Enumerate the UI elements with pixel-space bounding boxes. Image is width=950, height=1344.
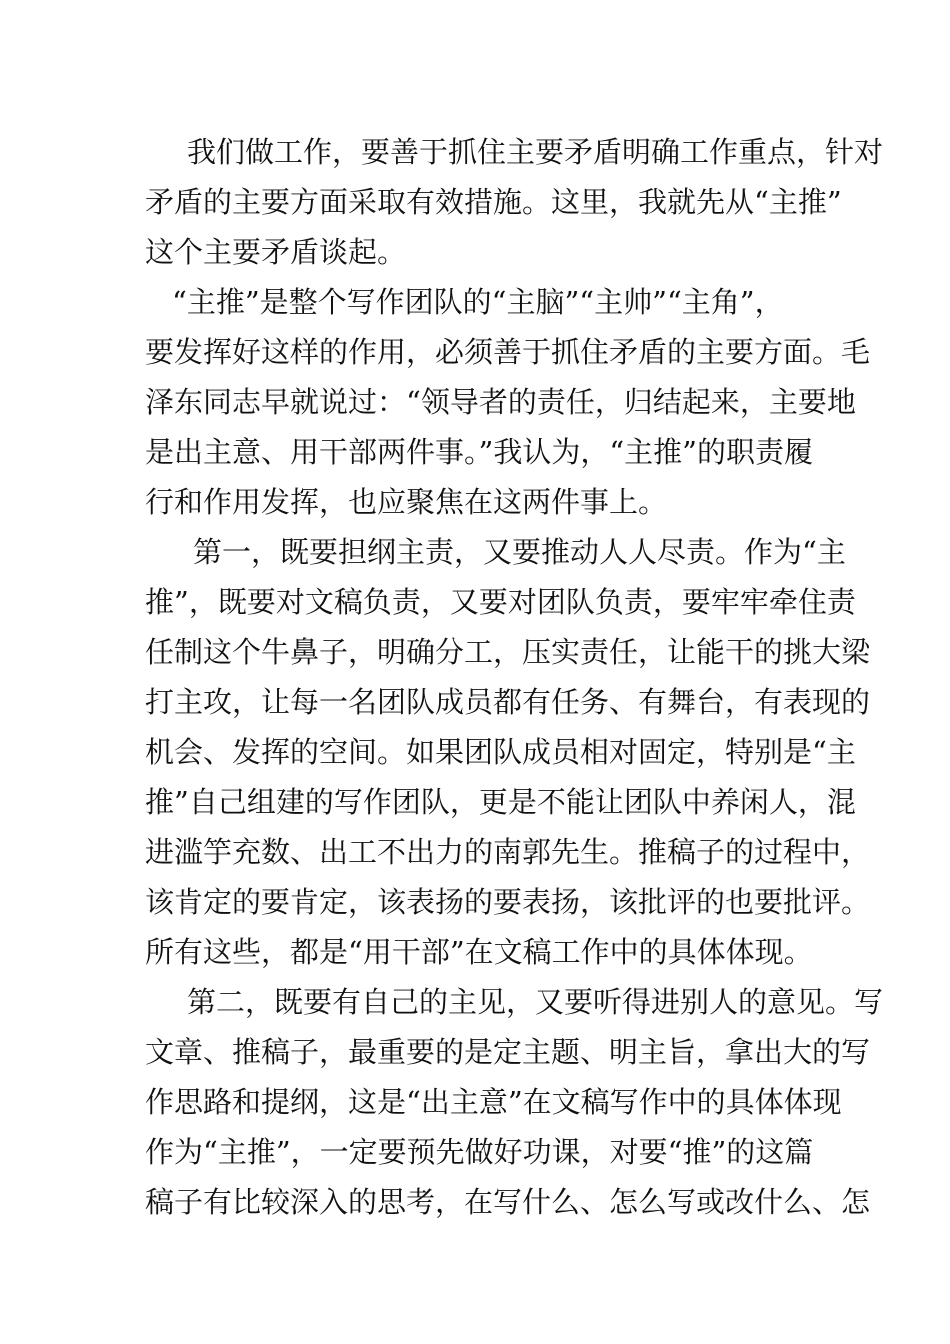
text-line: 稿子有比较深入的思考，在写什么、怎么写或改什么、怎 <box>145 1185 871 1219</box>
text-line: 行和作用发挥，也应聚焦在这两件事上。 <box>145 485 668 519</box>
text-line: 矛盾的主要方面采取有效措施。这里，我就先从“主推” <box>145 185 842 219</box>
text-line: 机会、发挥的空间。如果团队成员相对固定，特别是“主 <box>145 735 856 769</box>
text-line: 我们做工作，要善于抓住主要矛盾明确工作重点，针对 <box>187 135 884 169</box>
text-line: 第二，既要有自己的主见，又要听得进别人的意见。写 <box>187 985 884 1019</box>
text-line: 泽东同志早就说过：“领导者的责任，归结起来，主要地 <box>145 385 856 419</box>
text-line: 打主攻，让每一名团队成员都有任务、有舞台，有表现的 <box>145 685 871 719</box>
text-line: 作为“主推”，一定要预先做好功课，对要“推”的这篇 <box>145 1135 814 1169</box>
text-line: 所有这些，都是“用干部”在文稿工作中的具体体现。 <box>145 935 813 969</box>
text-line: “主推”是整个写作团队的“主脑”“主帅”“主角”， <box>172 285 784 319</box>
text-line: 推”，既要对文稿负责，又要对团队负责，要牢牢牵住责 <box>145 585 856 619</box>
text-line: 文章、推稿子，最重要的是定主题、明主旨，拿出大的写 <box>145 1035 871 1069</box>
text-line: 这个主要矛盾谈起。 <box>145 235 407 269</box>
text-line: 要发挥好这样的作用，必须善于抓住矛盾的主要方面。毛 <box>145 335 871 369</box>
text-line: 作思路和提纲，这是“出主意”在文稿写作中的具体体现 <box>145 1085 842 1119</box>
text-line: 该肯定的要肯定，该表扬的要表扬，该批评的也要批评。 <box>145 885 871 919</box>
text-line: 第一，既要担纲主责，又要推动人人尽责。作为“主 <box>193 535 846 569</box>
text-line: 进滥竽充数、出工不出力的南郭先生。推稿子的过程中， <box>145 835 871 869</box>
text-line: 任制这个牛鼻子，明确分工，压实责任，让能干的挑大梁 <box>145 635 871 669</box>
text-line: 推”自己组建的写作团队，更是不能让团队中养闲人，混 <box>145 785 856 819</box>
text-line: 是出主意、用干部两件事。”我认为，“主推”的职责履 <box>145 435 813 469</box>
